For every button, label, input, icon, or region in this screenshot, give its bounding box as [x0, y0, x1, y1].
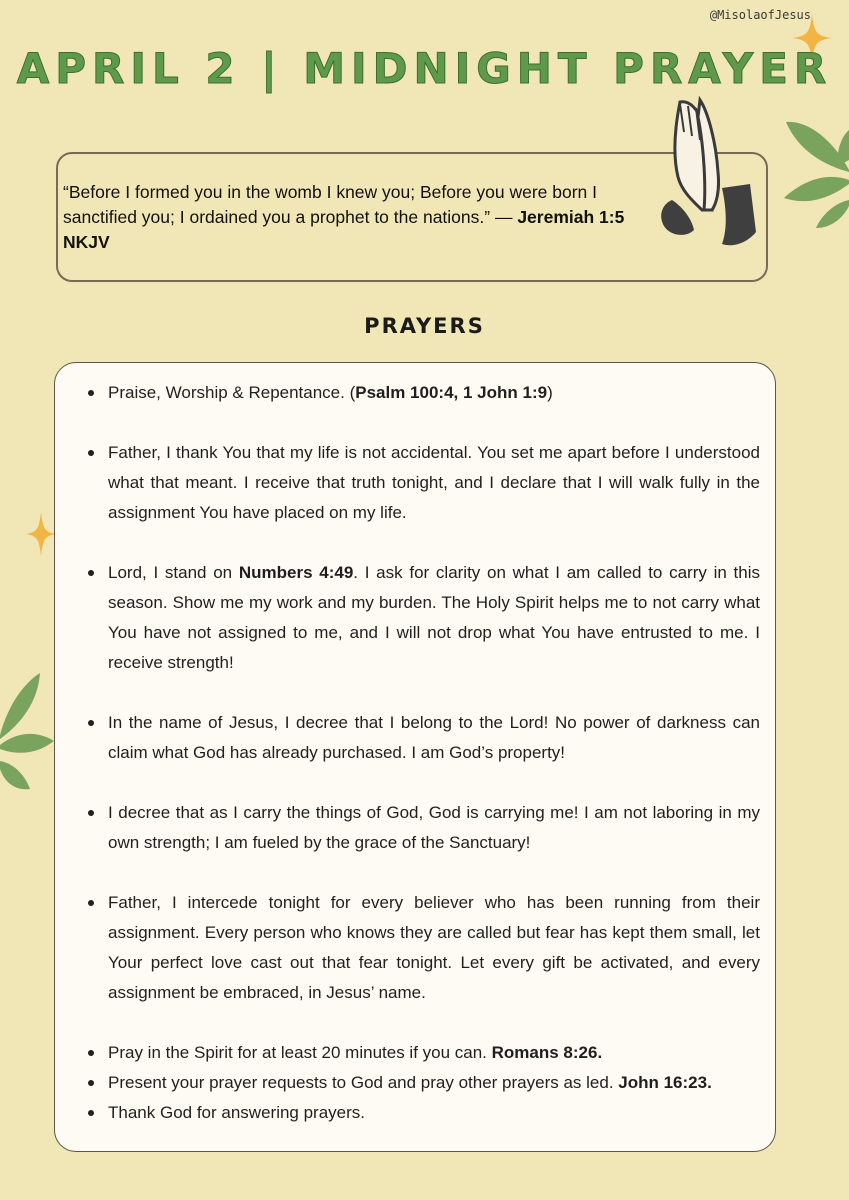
verse-text: [63, 180, 663, 255]
verse-body: “Before I formed you in the womb I knew you; Before you were born I sanctified you; I ordained you a prophet to the nations.” —: [63, 182, 598, 227]
praying-hands-icon: [650, 92, 760, 252]
leaf-icon: [0, 665, 56, 795]
sparkle-icon: [26, 512, 56, 556]
verse-reference: Jeremiah 1:5 NKJV: [63, 207, 625, 252]
list-item: Thank God for answering prayers.: [108, 1098, 760, 1128]
list-item: I decree that as I carry the things of God, God is carrying me! I am not laboring in my own strength; I am fueled by the grace of the Sanctuary!: [108, 798, 760, 858]
list-item: Lord, I stand on Numbers 4:49. I ask for clarity on what I am called to carry in this season. Show me my work and my burden. The Holy Spirit helps me to not carry what You have not assigned to me, and I will not drop what You have entrusted to me. I receive strength!: [108, 558, 760, 678]
social-handle: @MisolaofJesus: [709, 8, 811, 22]
list-item: Present your prayer requests to God and pray other prayers as led. John 16:23.: [108, 1068, 760, 1098]
prayer-list: [108, 378, 760, 1128]
prayers-heading: PRAYERS: [364, 314, 485, 338]
list-item: Father, I thank You that my life is not accidental. You set me apart before I understood what that meant. I receive that truth tonight, and I declare that I will walk fully in the assignment You have placed on my life.: [108, 438, 760, 528]
list-item: Pray in the Spirit for at least 20 minutes if you can. Romans 8:26.: [108, 1038, 760, 1068]
list-item: In the name of Jesus, I decree that I belong to the Lord! No power of darkness can claim what God has already purchased. I am God’s property!: [108, 708, 760, 768]
list-item: Father, I intercede tonight for every believer who has been running from their assignment. Every person who knows they are called but fear has kept them small, let Your perfect love cast out that fear tonight. Let every gift be activated, and every assignment be embraced, in Jesus’ name.: [108, 888, 760, 1008]
page-title: APRIL 2 | MIDNIGHT PRAYER: [16, 44, 833, 93]
list-item: Praise, Worship & Repentance. (Psalm 100:4, 1 John 1:9): [108, 378, 760, 408]
leaf-icon: [778, 110, 849, 230]
